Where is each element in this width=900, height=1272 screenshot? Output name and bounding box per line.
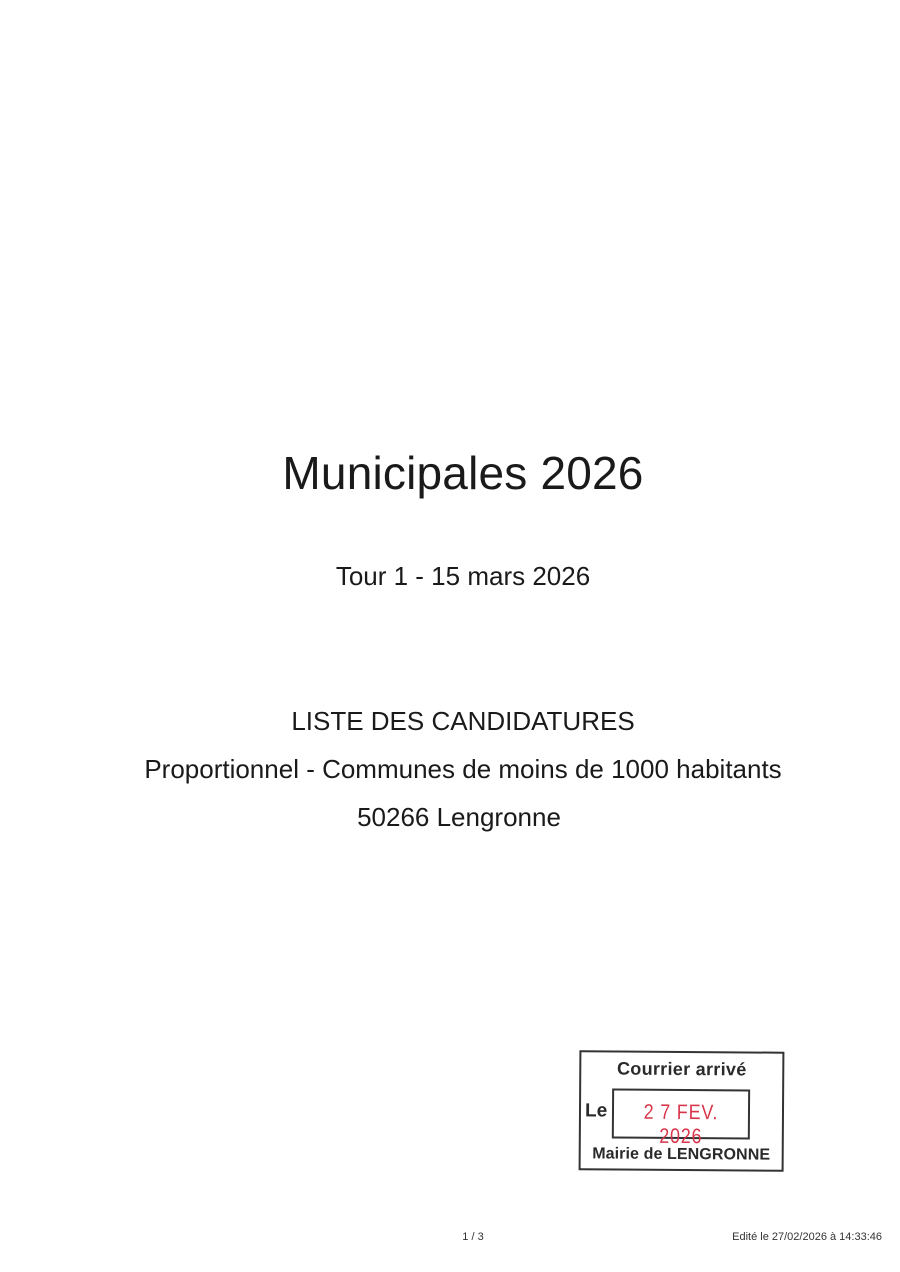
stamp-header: Courrier arrivé xyxy=(616,1058,747,1080)
document-title: Municipales 2026 xyxy=(282,447,644,499)
reception-stamp xyxy=(579,1050,785,1171)
stamp-footer: Mairie de LENGRONNE xyxy=(592,1145,771,1164)
commune-name: 50266 Lengronne xyxy=(357,802,561,832)
stamp-date-box xyxy=(612,1089,750,1149)
election-round: Tour 1 - 15 mars 2026 xyxy=(335,561,591,591)
stamp-date: 2 7 FEV. 2026 xyxy=(643,1100,719,1149)
edit-timestamp: Edité le 27/02/2026 à 14:33:46 xyxy=(732,1231,882,1243)
stamp-le-label: Le xyxy=(584,1100,608,1122)
list-type: Proportionnel - Communes de moins de 1000 habitants xyxy=(144,754,782,784)
page-number: 1 / 3 xyxy=(462,1231,484,1243)
list-heading: LISTE DES CANDIDATURES xyxy=(291,706,635,736)
